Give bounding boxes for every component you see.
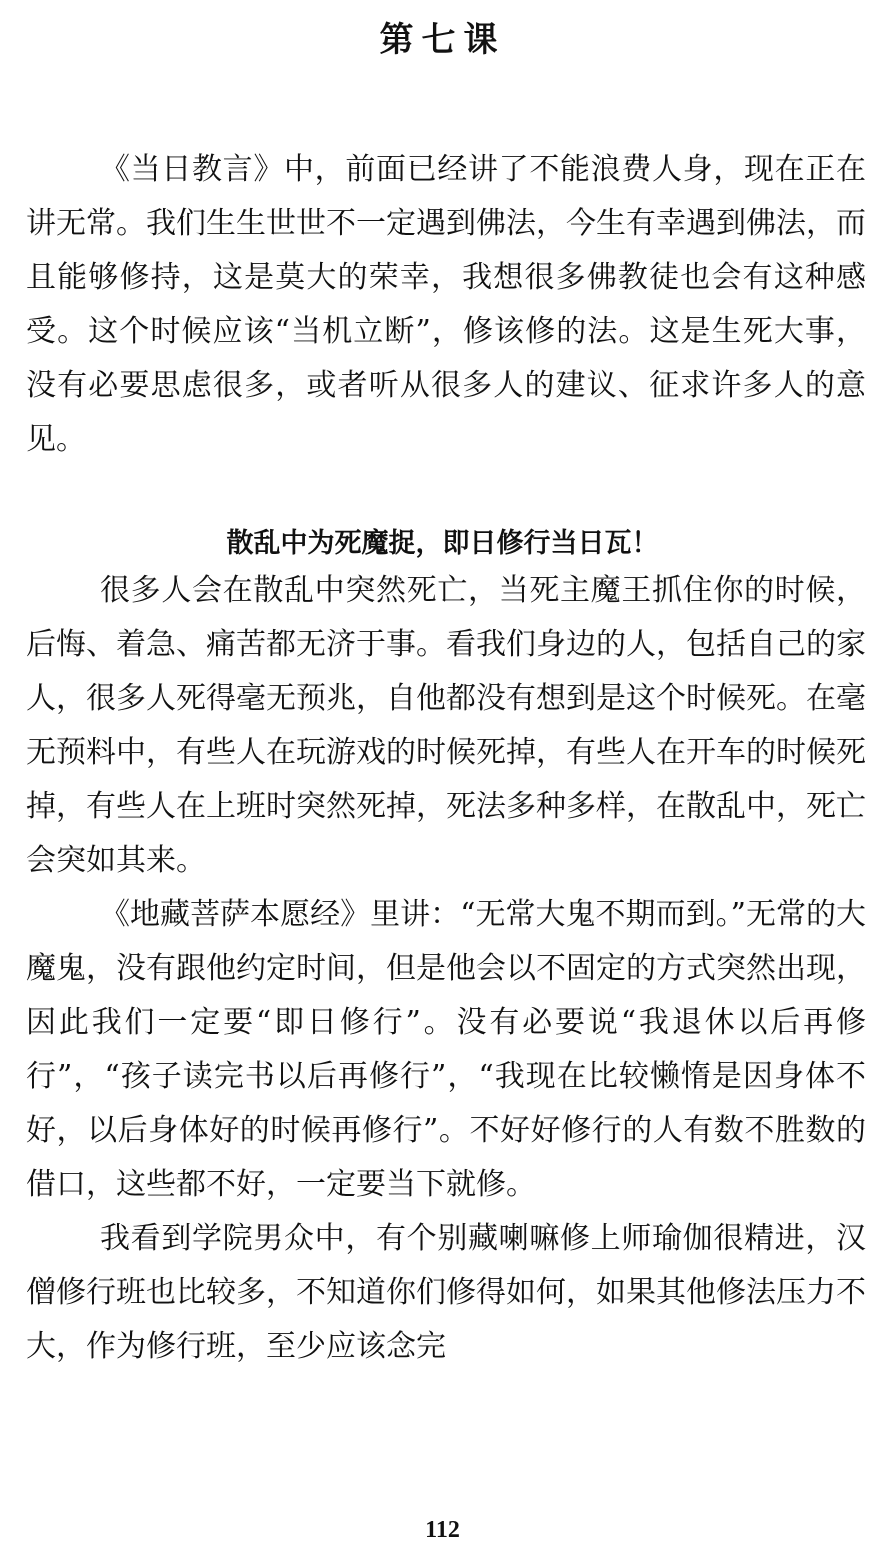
section-text <box>26 564 866 1374</box>
paragraph: 很多人会在散乱中突然死亡，当死主魔王抓住你的时候，后悔、着急、痛苦都无济于事。看我们身边的人，包括自己的家人，很多人死得毫无预兆，自他都没有想到是这个时候死。在毫无预料中，有些人在玩游戏的时候死掉，有些人在开车的时候死掉，有些人在上班时突然死掉，死法多种多样，在散乱中，死亡会突如其来。 <box>26 573 866 878</box>
page-number: 112 <box>425 1517 460 1543</box>
paragraph: 《地藏菩萨本愿经》里讲：“无常大鬼不期而到。”无常的大魔鬼，没有跟他约定时间，但是他会以不固定的方式突然出现，因此我们一定要“即日修行”。没有必要说“我退休以后再修行”，“孩子读完书以后再修行”，“我现在比较懒惰是因身体不好，以后身体好的时候再修行”。不好好修行的人有数不胜数的借口，这些都不好，一定要当下就修。 <box>26 897 866 1202</box>
paragraph: 《当日教言》中，前面已经讲了不能浪费人身，现在正在讲无常。我们生生世世不一定遇到佛法，今生有幸遇到佛法，而且能够修持，这是莫大的荣幸，我想很多佛教徒也会有这种感受。这个时候应该“当机立断”，修该修的法。这是生死大事，没有必要思虑很多，或者听从很多人的建议、征求许多人的意见。 <box>26 152 866 457</box>
intro-text <box>26 143 866 467</box>
section-heading: 散乱中为死魔捉，即日修行当日瓦！ <box>226 528 659 559</box>
paragraph: 我看到学院男众中，有个别藏喇嘛修上师瑜伽很精进，汉僧修行班也比较多，不知道你们修得如何，如果其他修法压力不大，作为修行班，至少应该念完 <box>26 1221 866 1364</box>
lesson-title: 第七课 <box>379 20 506 60</box>
